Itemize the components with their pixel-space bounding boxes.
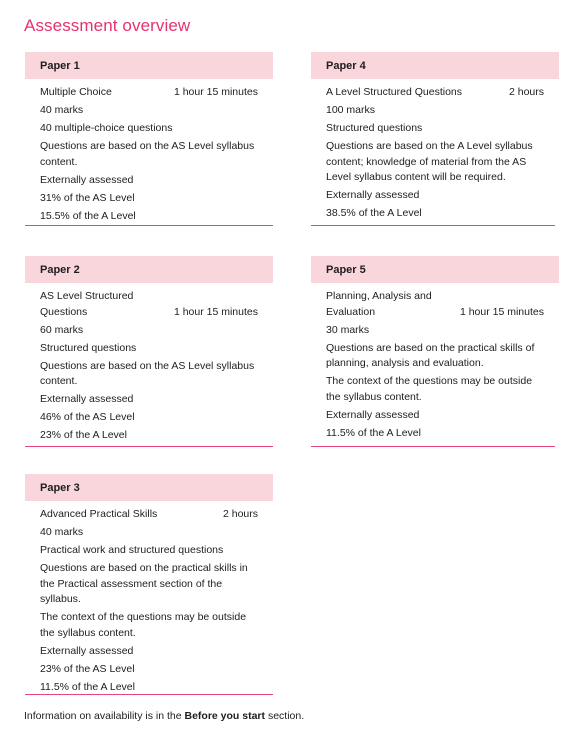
section-divider bbox=[25, 446, 273, 447]
paper-detail: The context of the questions may be outside the syllabus content. bbox=[326, 375, 533, 403]
paper-duration: 1 hour 15 minutes bbox=[459, 305, 544, 318]
paper-duration: 2 hours bbox=[508, 86, 544, 98]
paper-detail: 100 marks bbox=[326, 104, 376, 116]
paper-detail: Externally assessed bbox=[326, 408, 420, 421]
paper-detail: Externally assessed bbox=[40, 644, 134, 657]
paper-detail: The context of the questions may be outside the syllabus content. bbox=[40, 611, 247, 639]
paper-detail: 60 marks bbox=[40, 323, 84, 336]
paper-detail: 11.5% of the A Level bbox=[326, 426, 421, 439]
paper-name: AS Level Structured Questions bbox=[40, 290, 134, 318]
before-you-start-reference: Before you start bbox=[184, 710, 266, 722]
footer-text: Information on availability is in the bbox=[24, 710, 185, 722]
paper-heading: Paper 3 bbox=[25, 474, 273, 501]
paper-detail: 15.5% of the A Level bbox=[40, 209, 136, 222]
section-divider bbox=[25, 694, 273, 695]
paper-detail: Questions are based on the practical skills of planning, analysis and evaluation. bbox=[326, 341, 535, 369]
paper-detail: Questions are based on the practical skills in the Practical assessment section of the syllabus. bbox=[40, 562, 248, 605]
paper-detail: 31% of the AS Level bbox=[40, 191, 135, 204]
paper-detail: Externally assessed bbox=[40, 173, 134, 186]
paper-detail: 30 marks bbox=[326, 323, 370, 336]
paper-detail: 23% of the A Level bbox=[40, 429, 127, 441]
paper-detail: 40 marks bbox=[40, 104, 84, 116]
page-title: Assessment overview bbox=[24, 16, 191, 35]
paper-detail: Structured questions bbox=[40, 341, 137, 354]
paper-detail: 46% of the AS Level bbox=[40, 411, 135, 423]
paper-detail: 23% of the AS Level bbox=[40, 662, 135, 675]
paper-1-card bbox=[25, 52, 273, 227]
paper-detail: Practical work and structured questions bbox=[40, 544, 224, 556]
paper-heading: Paper 2 bbox=[25, 256, 273, 283]
paper-3-card bbox=[25, 474, 273, 698]
paper-name: Planning, Analysis and Evaluation bbox=[326, 290, 432, 318]
paper-4-card bbox=[311, 52, 559, 224]
paper-2-card bbox=[25, 256, 273, 446]
paper-duration: 1 hour 15 minutes bbox=[173, 305, 258, 318]
paper-name: A Level Structured Questions bbox=[326, 86, 462, 98]
paper-5-card bbox=[311, 256, 559, 444]
paper-detail: 40 marks bbox=[40, 526, 84, 538]
paper-detail: Externally assessed bbox=[326, 189, 420, 201]
paper-duration: 1 hour 15 minutes bbox=[173, 86, 258, 98]
footer-text: section. bbox=[265, 710, 305, 722]
paper-heading: Paper 1 bbox=[25, 52, 273, 79]
paper-heading: Paper 5 bbox=[311, 256, 559, 283]
section-divider bbox=[311, 446, 555, 447]
paper-duration: 2 hours bbox=[222, 508, 258, 520]
paper-detail: Questions are based on the AS Level syllabus content. bbox=[40, 359, 255, 387]
paper-detail: Externally assessed bbox=[40, 393, 134, 405]
paper-name: Multiple Choice bbox=[40, 86, 112, 98]
paper-detail: Questions are based on the AS Level syllabus content. bbox=[40, 140, 255, 168]
paper-name: Advanced Practical Skills bbox=[40, 508, 158, 520]
paper-detail: 11.5% of the A Level bbox=[40, 680, 135, 693]
paper-heading: Paper 4 bbox=[311, 52, 559, 79]
paper-detail: 38.5% of the A Level bbox=[326, 207, 422, 219]
section-divider bbox=[25, 225, 273, 226]
paper-detail: Questions are based on the A Level syllabus content; knowledge of material from the AS Level syllabus content will be required. bbox=[326, 140, 533, 183]
availability-note bbox=[24, 710, 304, 722]
paper-detail: Structured questions bbox=[326, 122, 423, 134]
section-divider bbox=[311, 225, 555, 226]
paper-detail: 40 multiple-choice questions bbox=[40, 122, 173, 134]
